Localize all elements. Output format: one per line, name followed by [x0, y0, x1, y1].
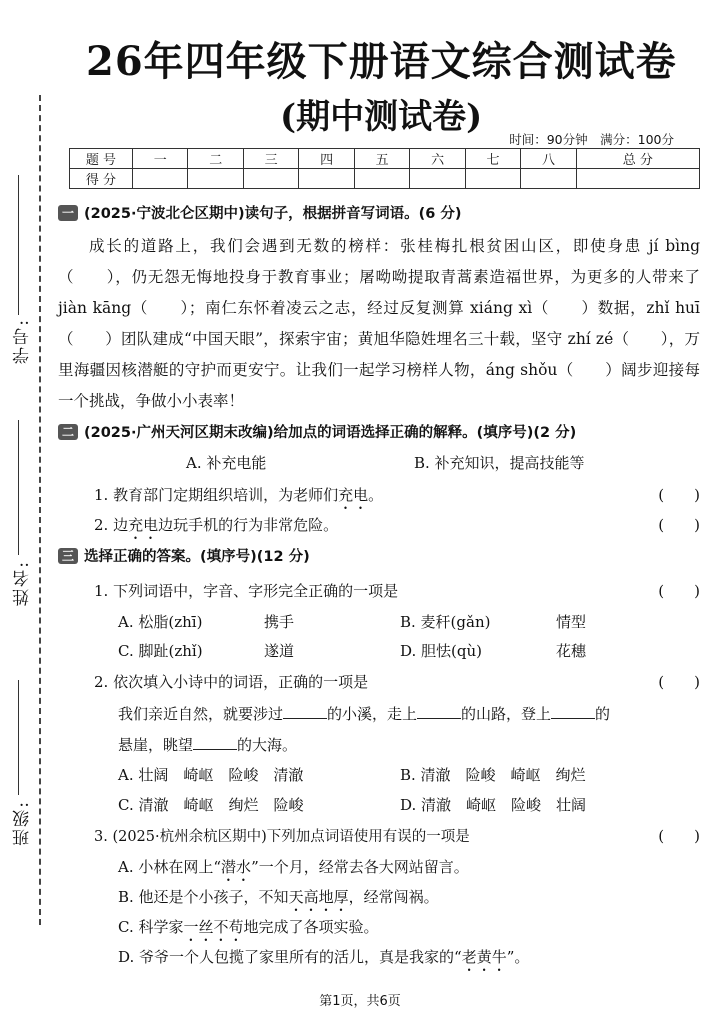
option-text: B. 他还是个小孩子，不知: [118, 888, 289, 906]
section-number-badge: 三: [58, 548, 78, 564]
page-title: 26年四年级下册语文综合测试卷: [86, 38, 677, 85]
section-1: [58, 202, 700, 417]
poem-line-2: [118, 734, 297, 755]
fill-blank[interactable]: [417, 705, 461, 719]
option-a: A. 补充电能: [186, 454, 267, 472]
section-2-heading: [58, 421, 700, 442]
question-text: 边玩手机的行为非常危险。: [158, 516, 339, 534]
section-1-title: (2025·宁波北仑区期中)读句子，根据拼音写词语。(6 分): [84, 206, 462, 222]
page-number: 第1页，共6页: [319, 994, 401, 1009]
cut-line: [39, 95, 41, 925]
score-input[interactable]: [299, 169, 354, 189]
option-text: ”一个月，经常去各大网站留言。: [251, 858, 469, 876]
option-text: A. 小林在网上“: [118, 858, 222, 876]
score-input[interactable]: [133, 169, 188, 189]
section-3: [58, 545, 700, 566]
poem-text: 的山路，登上: [461, 705, 552, 723]
option: 花穗: [556, 642, 587, 660]
score-cell: 六: [410, 149, 465, 169]
score-cell: 一: [133, 149, 188, 169]
fill-blank[interactable]: [283, 705, 327, 719]
poem-line-1: [118, 703, 610, 724]
poem-text: 悬崖，眺望: [118, 736, 194, 754]
score-input[interactable]: [521, 169, 576, 189]
option: C. 清澈 崎岖 绚烂 险峻: [118, 796, 304, 814]
section-1-paragraph: 成长的道路上，我们会遇到无数的榜样：张桂梅扎根贫困山区，即使身患 jí bìng（ ），仍无怨无悔地投身于教育事业；屠呦呦提取青蒿素造福世界，为更多的人带来了 jiàn kāng（ ）；南仁东怀着凌云之志，经过反复测算 xiáng xì（ ）数据，zhǐ huī（ ）团队建成“中国天眼”，探索宇宙；黄旭华隐姓埋名三十载，坚守 zhí zé（ ），万里海疆因核潜艇的守护而更安宁。让我们一起学习榜样人物，áng shǒu（ ）阔步迎接每一个挑战，争做小小表率！: [58, 237, 700, 410]
option: D. 清澈 崎岖 险峻 壮阔: [400, 796, 587, 814]
poem-text: 的: [595, 705, 611, 723]
option: 情型: [556, 613, 587, 631]
score-cell: 八: [521, 149, 576, 169]
section-3-title: 选择正确的答案。(填序号)(12 分): [84, 549, 310, 565]
section-2: [58, 421, 700, 442]
score-table: [69, 148, 700, 189]
score-input[interactable]: [576, 169, 699, 189]
option-text: C. 科学家: [118, 918, 184, 936]
section-number-badge: 一: [58, 205, 78, 221]
score-label: 得 分: [70, 169, 133, 189]
option-text: D. 爷爷一个人包揽了家里所有的活儿，真是我家的“: [118, 948, 462, 966]
section-number-badge: 二: [58, 424, 78, 440]
student-id-line: [18, 175, 19, 315]
dotted-word: 老黄牛: [461, 948, 507, 966]
question-3-3: 3. (2025·杭州余杭区期中)下列加点词语使用有误的一项是: [94, 829, 470, 845]
answer-bracket[interactable]: ( ): [658, 673, 700, 691]
poem-text: 的小溪，走上: [327, 705, 418, 723]
dotted-word: 充电: [128, 516, 159, 534]
dotted-word: 充电: [338, 486, 369, 504]
score-cell: 题 号: [70, 149, 133, 169]
fill-blank[interactable]: [193, 736, 237, 750]
answer-bracket[interactable]: ( ): [658, 582, 700, 600]
score-cell: 五: [354, 149, 409, 169]
option-text: 地完成了各项实验。: [243, 918, 379, 936]
answer-bracket[interactable]: ( ): [658, 486, 700, 504]
dotted-word: 潜水: [221, 858, 252, 876]
question-text: 2. 边: [94, 516, 129, 534]
option: 遂道: [264, 642, 295, 660]
poem-text: 我们亲近自然，就要涉过: [118, 705, 284, 723]
class-line: [18, 680, 19, 795]
option-b: B. 补充知识，提高技能等: [414, 454, 585, 472]
question-text: 。: [368, 486, 384, 504]
question-text: 1. 教育部门定期组织培训，为老师们: [94, 486, 339, 504]
option-3-d: [118, 946, 529, 975]
score-input[interactable]: [465, 169, 520, 189]
option-text: ，经常闯祸。: [348, 888, 439, 906]
section-3-heading: [58, 545, 700, 566]
score-input[interactable]: [243, 169, 298, 189]
question-2-2: [94, 514, 338, 543]
score-value-row: [70, 169, 700, 189]
score-input[interactable]: [410, 169, 465, 189]
option: 携手: [264, 613, 295, 631]
score-cell: 四: [299, 149, 354, 169]
option-3-a: [118, 856, 469, 885]
option-3-c: [118, 916, 379, 945]
score-cell: 二: [188, 149, 243, 169]
score-cell: 总 分: [576, 149, 699, 169]
question-3-1: 1. 下列词语中，字音、字形完全正确的一项是: [94, 582, 399, 600]
name-label: 姓名:: [13, 560, 33, 606]
name-line: [18, 420, 19, 555]
option: A. 壮阔 崎岖 险峻 清澈: [118, 766, 304, 784]
poem-text: 的大海。: [237, 736, 298, 754]
question-2-1: [94, 484, 383, 513]
answer-bracket[interactable]: ( ): [658, 827, 700, 845]
option: A. 松脂(zhī): [118, 613, 203, 631]
fill-blank[interactable]: [551, 705, 595, 719]
binding-margin: [0, 0, 48, 1018]
answer-bracket[interactable]: ( ): [658, 516, 700, 534]
option: C. 脚趾(zhǐ): [118, 642, 203, 660]
section-2-title: (2025·广州天河区期末改编)给加点的词语选择正确的解释。(填序号)(2 分): [84, 425, 577, 441]
section-1-heading: [58, 202, 700, 223]
dotted-word: 一丝不苟: [183, 918, 244, 936]
option: B. 麦秆(gǎn): [400, 613, 491, 631]
class-label: 班级:: [13, 800, 33, 846]
option-3-b: [118, 886, 439, 915]
page-subtitle: (期中测试卷): [280, 97, 483, 137]
score-cell: 七: [465, 149, 520, 169]
score-input[interactable]: [354, 169, 409, 189]
student-id-label: 学号:: [13, 318, 33, 364]
score-cell: 三: [243, 149, 298, 169]
question-3-2: 2. 依次填入小诗中的词语，正确的一项是: [94, 673, 369, 691]
option: D. 胆怯(qù): [400, 642, 482, 660]
dotted-word: 天高地厚: [288, 888, 349, 906]
time-info: 时间：90分钟 满分：100分: [509, 132, 674, 147]
option-text: ”。: [506, 948, 530, 966]
option: B. 清澈 险峻 崎岖 绚烂: [400, 766, 586, 784]
score-input[interactable]: [188, 169, 243, 189]
score-header-row: [70, 149, 700, 169]
